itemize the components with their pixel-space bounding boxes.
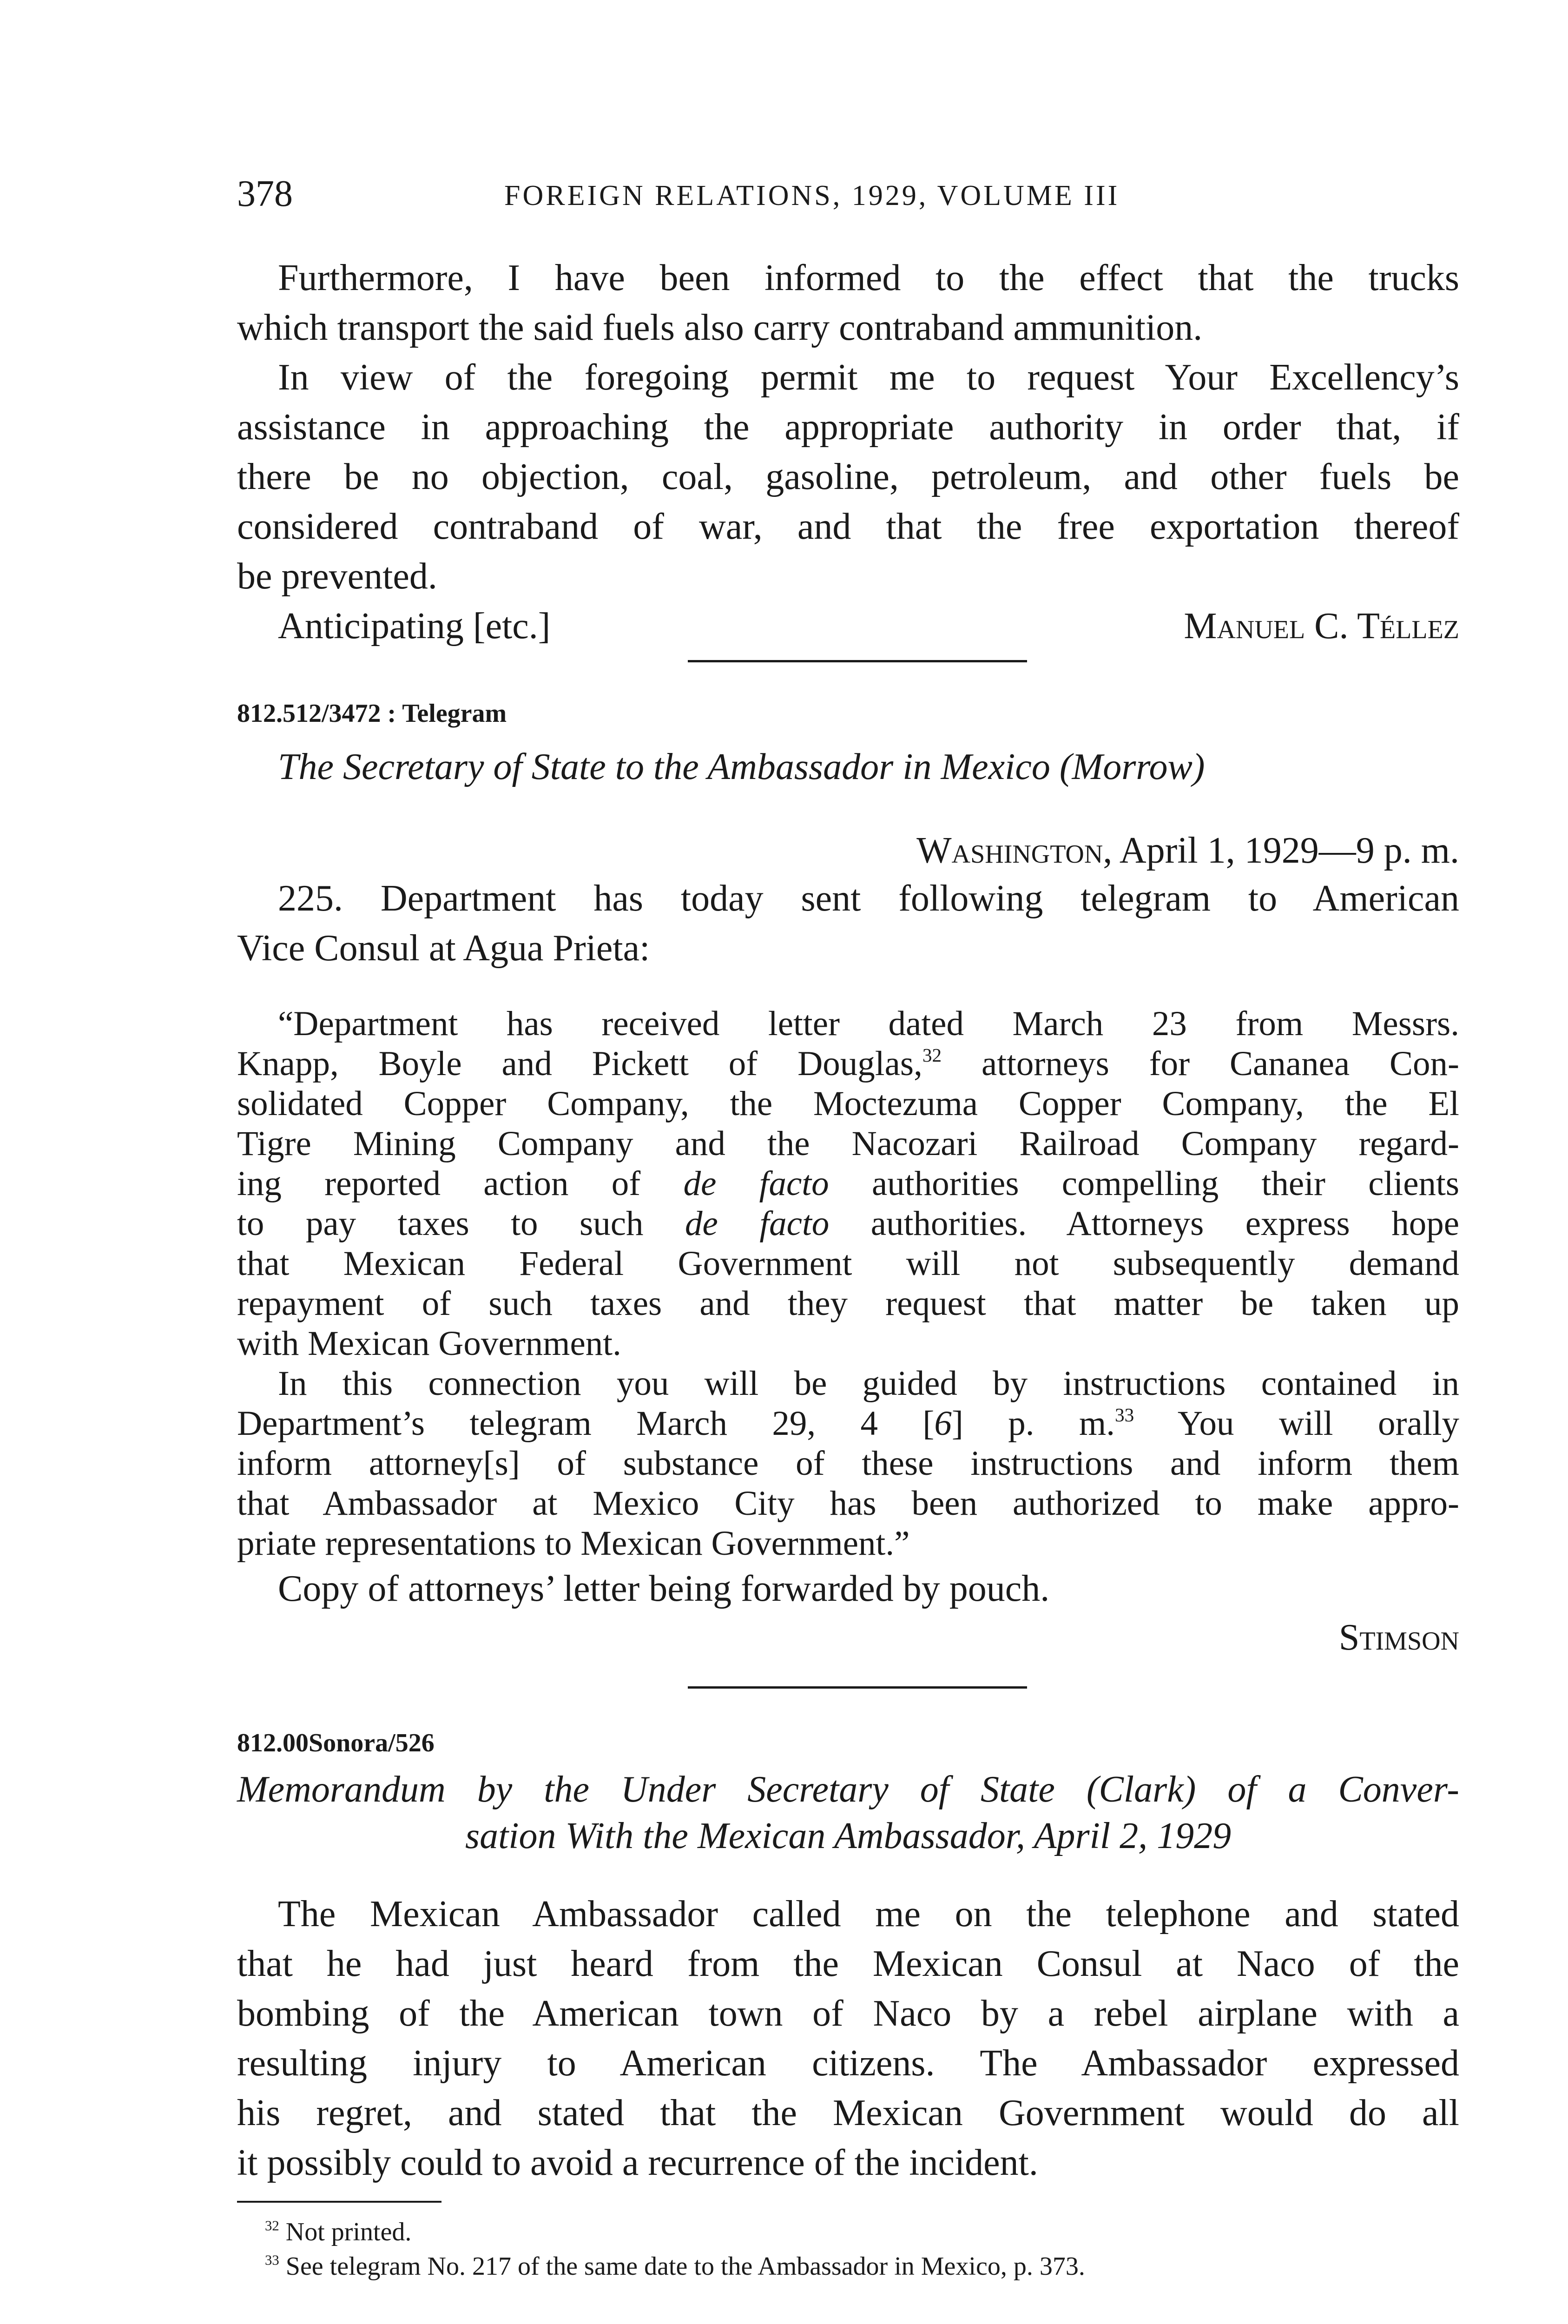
text-line: considered contraband of war, and that the free exportation thereof: [237, 506, 1459, 547]
text-line: In this connection you will be guided by instructions contained in: [278, 1364, 1459, 1403]
footnote-text: Not printed.: [285, 2218, 412, 2246]
telegram-intro: [237, 874, 1459, 973]
dateline: [916, 827, 1459, 874]
text-line: Tigre Mining Company and the Nacozari Railroad Company regard-: [237, 1124, 1459, 1163]
document-title: The Secretary of State to the Ambassador in Mexico (Morrow): [278, 746, 1205, 787]
text-line: resulting injury to American citizens. The Ambassador expressed: [237, 2043, 1459, 2084]
file-number: 812.00Sonora/526: [237, 1729, 435, 1757]
text-line: Furthermore, I have been informed to the effect that the trucks: [278, 257, 1459, 298]
text-line: which transport the said fuels also carry contraband ammunition.: [237, 307, 1203, 348]
title-line: sation With the Mexican Ambassador, April 2, 1929: [465, 1816, 1232, 1856]
text-line: to pay taxes to such de facto authorities. Attorneys express hope: [237, 1204, 1459, 1243]
page-number: 378: [237, 173, 293, 214]
text-line: repayment of such taxes and they request that matter be taken up: [237, 1284, 1459, 1323]
running-title: FOREIGN RELATIONS, 1929, VOLUME III: [504, 180, 1120, 211]
place: Washington: [916, 830, 1103, 871]
text-line: be prevented.: [237, 556, 437, 597]
text-line: it possibly could to avoid a recurrence of the incident.: [237, 2142, 1038, 2183]
text-line: Vice Consul at Agua Prieta:: [237, 928, 650, 969]
footnote: [265, 2249, 1085, 2284]
footnote-rule: [237, 2201, 441, 2203]
footnote-number: 33: [265, 2252, 279, 2268]
signature-stimson: Stimson: [1338, 1617, 1459, 1658]
closing: Anticipating [etc.]: [278, 606, 551, 647]
text-line: with Mexican Government.: [237, 1324, 621, 1363]
text-line: that Mexican Federal Government will not subsequently demand: [237, 1244, 1459, 1283]
after-quote-line: Copy of attorneys’ letter being forwarded by pouch.: [278, 1568, 1050, 1609]
section-divider: [688, 1686, 1027, 1689]
text-line: Department’s telegram March 29, 4 [6] p. m.$^{33}$ You will orally: [237, 1404, 1459, 1443]
memorandum-text: [237, 1889, 1459, 2188]
closing-line: [237, 601, 1459, 651]
file-number: 812.512/3472 : Telegram: [237, 699, 507, 728]
title-line: Memorandum by the Under Secretary of State (Clark) of a Conver-: [237, 1769, 1459, 1810]
footnote-ref-32: 32: [922, 1044, 942, 1066]
document-title: [237, 1766, 1459, 1859]
text-line: Knapp, Boyle and Pickett of Douglas,$^{32}$ attorneys for Cananea Con-: [237, 1044, 1459, 1083]
footnote-ref-33: 33: [1115, 1404, 1134, 1426]
text-line: bombing of the American town of Naco by a rebel airplane with a: [237, 1993, 1459, 2034]
text-line: In view of the foregoing permit me to request Your Excellency’s: [278, 357, 1459, 398]
text-line: that Ambassador at Mexico City has been authorized to make appro-: [237, 1484, 1459, 1523]
text-line: ing reported action of de facto authorities compelling their clients: [237, 1164, 1460, 1203]
footnotes: [265, 2215, 1085, 2284]
footnote-number: 32: [265, 2218, 279, 2234]
signature-tellez: Manuel C. Téllez: [1184, 606, 1459, 647]
text-line: assistance in approaching the appropriate authority in order that, if: [237, 407, 1459, 448]
date: , April 1, 1929—9 p. m.: [1103, 830, 1459, 871]
text-line: priate representations to Mexican Government.”: [237, 1524, 910, 1563]
text-line: that he had just heard from the Mexican Consul at Naco of the: [237, 1943, 1459, 1984]
section-divider: [688, 660, 1027, 662]
continuation-text: [237, 253, 1459, 651]
text-line: inform attorney[s] of substance of these instructions and inform them: [237, 1444, 1459, 1483]
text-line: there be no objection, coal, gasoline, petroleum, and other fuels be: [237, 456, 1459, 497]
footnote-text: See telegram No. 217 of the same date to the Ambassador in Mexico, p. 373.: [285, 2252, 1085, 2281]
text-line: his regret, and stated that the Mexican Government would do all: [237, 2093, 1459, 2133]
text-line: 225. Department has today sent following telegram to American: [278, 878, 1459, 919]
quoted-telegram: [237, 1004, 1459, 1564]
text-line: solidated Copper Company, the Moctezuma Copper Company, the El: [237, 1084, 1459, 1123]
text-line: The Mexican Ambassador called me on the telephone and stated: [278, 1894, 1459, 1934]
text-line: “Department has received letter dated March 23 from Messrs.: [278, 1004, 1459, 1043]
footnote: [265, 2215, 1085, 2249]
